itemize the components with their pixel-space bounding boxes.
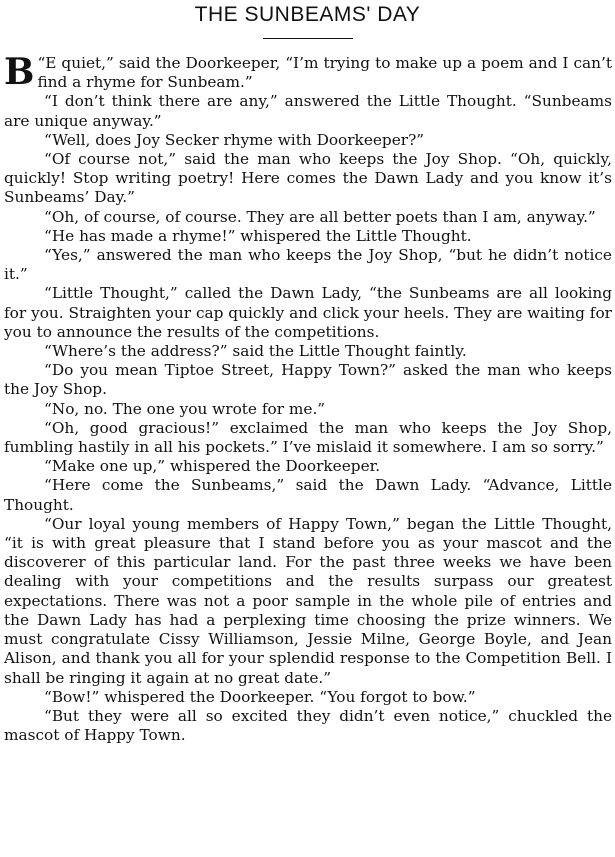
- paragraph: “Oh, good gracious!” exclaimed the man who keeps the Joy Shop, fumbling hastily in all his pockets.” I’ve mislaid it somewhere. I am so sorry.”: [4, 418, 612, 457]
- paragraph: “I don’t think there are any,” answered the Little Thought. “Sunbeams are unique anyway.”: [4, 92, 612, 130]
- paragraph: “Little Thought,” called the Dawn Lady, “the Sunbeams are all looking for you. Straighten your cap quickly and click your heels. They are waiting for you to announce the results of the competitions.: [4, 284, 612, 341]
- story-body: [4, 51, 612, 745]
- paragraph: “No, no. The one you wrote for me.”: [44, 399, 326, 418]
- paragraph: “Here come the Sunbeams,” said the Dawn Lady. “Advance, Little Thought.: [4, 476, 612, 514]
- paragraph: “Our loyal young members of Happy Town,” began the Little Thought, “it is with great pleasure that I stand before you as your mascot and the discoverer of this particular land. For the past three weeks we have been dealing with your competitions and the results surpass our greatest expectations. There was not a poor sample in the whole pile of entries and the Dawn Lady has had a perplexing time choosing the prize winners. We must congratulate Cissy Williamson, Jessie Milne, George Boyle, and Jean Alison, and thank you all for your splendid response to the Competition Bell. I shall be ringing it again at no great date.”: [4, 514, 612, 687]
- paragraph-first: [4, 51, 612, 93]
- drop-cap: B: [4, 51, 35, 93]
- page-title: THE SUNBEAMS' DAY: [194, 3, 421, 26]
- paragraph: “Oh, of course, of course. They are all better poets than I am, anyway.”: [44, 207, 596, 226]
- first-paragraph-text: E quiet,” said the Doorkeeper, “I’m trying to make up a poem and I can’t find a rhyme for Sunbeam.”: [37, 54, 612, 92]
- paragraph: “Where’s the address?” said the Little Thought faintly.: [44, 342, 467, 361]
- paragraph: “Do you mean Tiptoe Street, Happy Town?” asked the man who keeps the Joy Shop.: [4, 361, 612, 399]
- paragraph: “But they were all so excited they didn’t even notice,” chuckled the mascot of Happy Town.: [4, 706, 612, 745]
- paragraph: “Well, does Joy Secker rhyme with Doorkeeper?”: [44, 130, 425, 149]
- paragraph: “He has made a rhyme!” whispered the Little Thought.: [44, 226, 472, 245]
- title-rule: [263, 38, 353, 39]
- paragraph: “Of course not,” said the man who keeps the Joy Shop. “Oh, quickly, quickly! Stop writing poetry! Here comes the Dawn Lady and you know it’s Sunbeams’ Day.”: [4, 150, 612, 207]
- paragraph: “Yes,” answered the man who keeps the Joy Shop, “but he didn’t notice it.”: [4, 246, 612, 284]
- opening-quote: “: [37, 54, 46, 72]
- paragraph: “Make one up,” whispered the Doorkeeper.: [44, 457, 381, 476]
- paragraph: “Bow!” whispered the Doorkeeper. “You forgot to bow.”: [44, 687, 476, 706]
